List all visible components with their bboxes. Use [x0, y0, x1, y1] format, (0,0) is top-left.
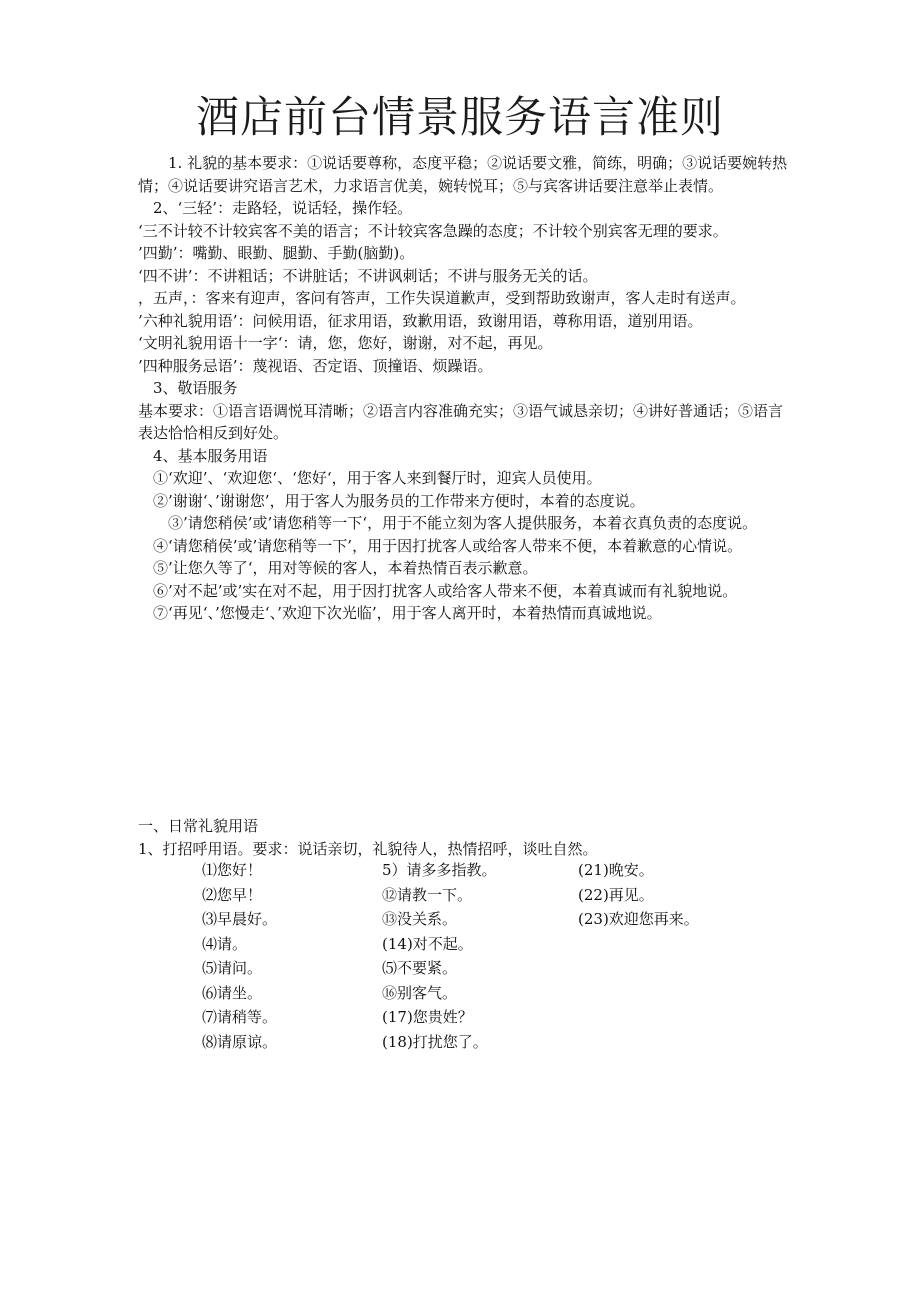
paragraph: ③’请您稍侯’或’请您稍等一下‘，用于不能立刻为客人提供服务，本着衣真负责的态度说。	[138, 514, 758, 532]
phrase-item: ⑬没关系。	[382, 910, 458, 928]
page-title: 酒店前台情景服务语言准则	[196, 93, 724, 143]
phrase-item: ⑫请教一下。	[382, 885, 473, 904]
paragraph: 3、敬语服务	[138, 379, 238, 397]
phrase-item: ⑷请。	[202, 934, 248, 953]
paragraph: ⑦‘再见‘、’您慢走‘、’欢迎下次光临’，用于客人离开时，本着热情而真诚地说。	[138, 604, 662, 622]
paragraph: ②’谢谢‘、’谢谢您’，用于客人为服务员的工作带来方便时，本着的态度说。	[138, 491, 645, 510]
phrase-item: ⑺请稍等。	[202, 1008, 278, 1026]
paragraph: 基本要求：①语言语调悦耳清晰；②语言内容准确充实；③语气诚恳亲切；④讲好普通话；⑤语言表达恰恰相反到好处。	[138, 401, 784, 442]
paragraph: ’四勤’：嘴勤、眼勤、腿勤、手勤(脑勤)。	[138, 244, 415, 262]
paragraph: ‘四不讲’：不讲粗话；不讲脏话；不讲讽刺话；不讲与服务无关的话。	[138, 266, 598, 285]
paragraph: ⑤’让您久等了‘，用对等候的客人，本着热情百表示歉意。	[138, 559, 538, 577]
phrase-item: ⑵您早！	[202, 885, 263, 904]
paragraph: 2、‘三轻’：走路轻，说话轻，操作轻。	[138, 199, 413, 217]
phrase-item: (17)您贵姓？	[382, 1008, 473, 1026]
phrase-item: (14)对不起。	[382, 934, 473, 953]
paragraph: ’六种礼貌用语’：问候用语，征求用语，致歉用语，致谢用语，尊称用语，道别用语。	[138, 311, 703, 330]
paragraph: ’四种服务忌语’：蔑视语、否定语、顶撞语、烦躁语。	[138, 356, 493, 375]
paragraph: 1. 礼貌的基本要求：①说话要尊称，态度平稳；②说话要文雅，简练，明确；③说话要婉转热情；④说话要讲究语言艺术，力求语言优美，婉转悦耳；⑤与宾客讲话要注意举止表情。	[138, 154, 788, 195]
paragraph: ‘三不计较不计较宾客不美的语言；不计较宾客急躁的态度；不计较个别宾客无理的要求。	[138, 221, 728, 240]
phrase-column-3	[578, 858, 699, 932]
phrase-item: (18)打扰您了。	[382, 1032, 488, 1051]
phrase-item: (21)晚安。	[578, 861, 654, 879]
section-subheading: 1、打招呼用语。要求：说话亲切，礼貌待人，热情招呼，谈吐自然。	[138, 839, 598, 858]
paragraph: ‘文明礼貌用语十一字‘：请，您，您好，谢谢，对不起，再见。	[138, 334, 553, 352]
phrase-item: (22)再见。	[578, 885, 654, 904]
phrase-item: ⑴您好！	[202, 861, 263, 879]
phrase-item: (23)欢迎您再来。	[578, 910, 699, 928]
paragraph: 4、基本服务用语	[138, 446, 268, 465]
body-text	[138, 152, 788, 625]
paragraph: ，五声，：客来有迎声，客问有答声，工作失误道歉声，受到帮助致谢声，客人走时有送声。	[138, 289, 746, 307]
greetings-section	[138, 815, 788, 860]
phrase-item: ⑻请原谅。	[202, 1032, 278, 1051]
phrase-item: 5）请多多指教。	[382, 861, 497, 879]
phrase-column-2	[382, 858, 497, 1054]
phrase-item: ⑹请坐。	[202, 983, 263, 1002]
phrase-column-1	[202, 858, 277, 1054]
phrase-item: ⑸请问。	[202, 959, 263, 977]
phrase-item: ⑶早晨好。	[202, 910, 278, 928]
paragraph: ④‘请您稍侯’或’请您稍等一下’，用于因打扰客人或给客人带来不便，本着歉意的心情说。	[138, 536, 743, 555]
phrase-item: ⑯别客气。	[382, 983, 458, 1002]
paragraph: ⑥’对不起’或’实在对不起，用于因打扰客人或给客人带来不便，本着真诚而有礼貌地说。	[138, 581, 738, 600]
section-heading: 一、日常礼貌用语	[138, 817, 259, 835]
phrase-item: ⑸不要紧。	[382, 959, 458, 977]
paragraph: ①‘欢迎’、‘欢迎您‘、‘您好‘，用于客人来到餐厅时，迎宾人员使用。	[138, 469, 602, 487]
